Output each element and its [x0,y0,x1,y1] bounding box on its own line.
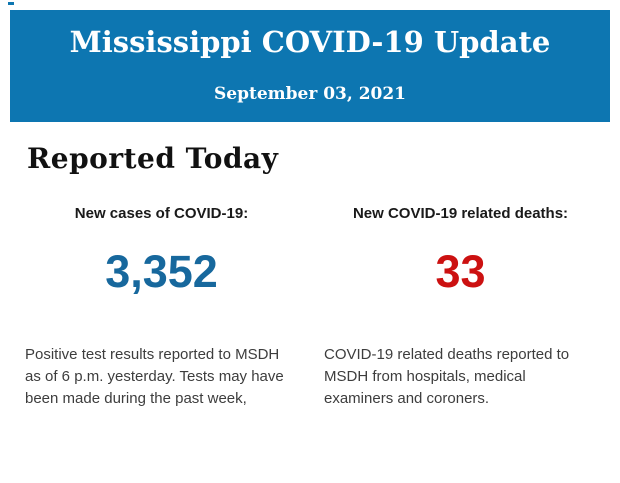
new-deaths-value: 33 [435,246,486,297]
header-edge-artifact [8,2,14,5]
new-cases-label: New cases of COVID-19: [74,205,249,222]
stats-columns [25,204,597,410]
report-date: September 03, 2021 [213,83,407,104]
section-heading: Reported Today [27,142,279,175]
new-deaths-description: COVID-19 related deaths reported to MSDH from hospitals, medical examiners and coroners. [324,346,570,407]
new-cases-value: 3,352 [105,246,218,297]
new-cases-description: Positive test results reported to MSDH as of 6 p.m. yesterday. Tests may have been made during the past week, [25,346,284,407]
header-banner [10,10,610,122]
page-title: Mississippi COVID-19 Update [69,25,551,59]
new-cases-column [25,204,298,410]
new-deaths-label: New COVID-19 related deaths: [352,205,569,222]
new-deaths-column [324,204,597,410]
